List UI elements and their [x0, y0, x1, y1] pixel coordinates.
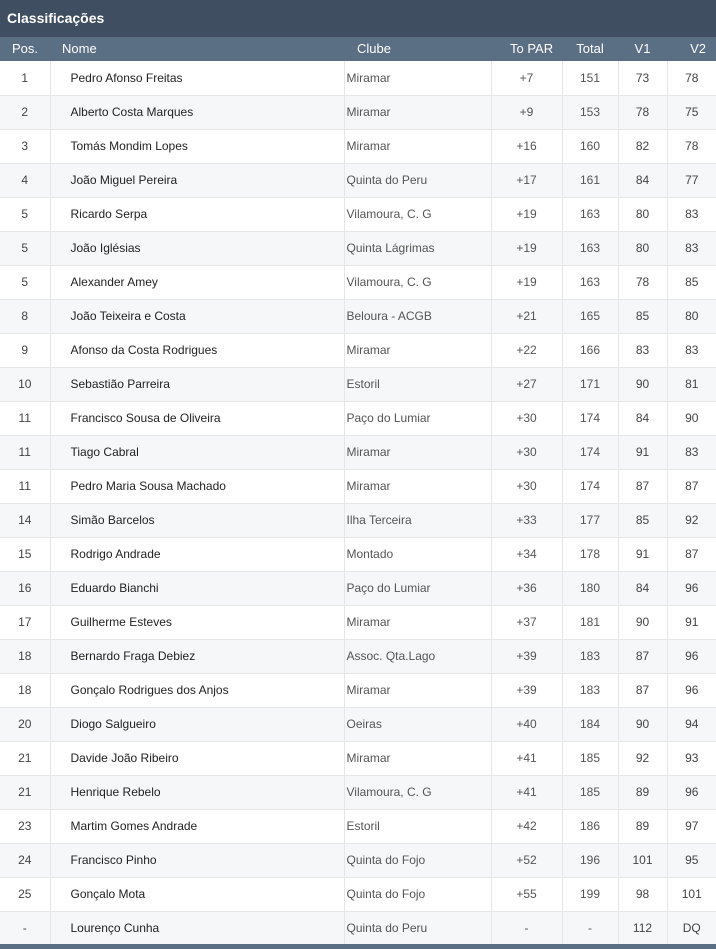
- table-row[interactable]: [0, 61, 716, 95]
- cell-round-1: 90: [618, 605, 667, 639]
- table-row[interactable]: [0, 435, 716, 469]
- table-row[interactable]: [0, 571, 716, 605]
- cell-club: Vilamoura, C. G: [344, 197, 491, 231]
- cell-player-name: Guilherme Esteves: [50, 605, 344, 639]
- cell-total: 199: [562, 877, 618, 911]
- cell-total: 161: [562, 163, 618, 197]
- cell-to-par: +34: [491, 537, 562, 571]
- cell-total: 178: [562, 537, 618, 571]
- cell-round-2: 96: [667, 639, 716, 673]
- column-header-pos[interactable]: Pos.: [11, 41, 38, 56]
- cell-total: 174: [562, 435, 618, 469]
- cell-total: 185: [562, 741, 618, 775]
- column-header-total[interactable]: Total: [576, 41, 604, 56]
- cell-club: Vilamoura, C. G: [344, 265, 491, 299]
- cell-position: 5: [0, 197, 50, 231]
- cell-position: 24: [0, 843, 50, 877]
- cell-player-name: Pedro Afonso Freitas: [50, 61, 344, 95]
- cell-club: Quinta Lágrimas: [344, 231, 491, 265]
- cell-to-par: +37: [491, 605, 562, 639]
- cell-club: Vilamoura, C. G: [344, 775, 491, 809]
- cell-round-1: 89: [618, 775, 667, 809]
- cell-round-2: 97: [667, 809, 716, 843]
- cell-position: 11: [0, 401, 50, 435]
- cell-position: 25: [0, 877, 50, 911]
- cell-player-name: Diogo Salgueiro: [50, 707, 344, 741]
- cell-round-2: 96: [667, 775, 716, 809]
- cell-round-2: 101: [667, 877, 716, 911]
- cell-to-par: +55: [491, 877, 562, 911]
- cell-to-par: +30: [491, 401, 562, 435]
- cell-player-name: Rodrigo Andrade: [50, 537, 344, 571]
- cell-round-1: 87: [618, 639, 667, 673]
- cell-total: 185: [562, 775, 618, 809]
- cell-to-par: +41: [491, 775, 562, 809]
- cell-round-2: DQ: [667, 911, 716, 945]
- cell-club: Quinta do Fojo: [344, 877, 491, 911]
- cell-club: Assoc. Qta.Lago: [344, 639, 491, 673]
- cell-player-name: Simão Barcelos: [50, 503, 344, 537]
- cell-round-2: 92: [667, 503, 716, 537]
- table-row[interactable]: [0, 877, 716, 911]
- table-row[interactable]: [0, 639, 716, 673]
- cell-round-1: 90: [618, 707, 667, 741]
- cell-round-1: 91: [618, 537, 667, 571]
- cell-club: Paço do Lumiar: [344, 571, 491, 605]
- cell-player-name: Pedro Maria Sousa Machado: [50, 469, 344, 503]
- cell-position: 4: [0, 163, 50, 197]
- cell-round-1: 98: [618, 877, 667, 911]
- cell-position: 18: [0, 639, 50, 673]
- cell-player-name: Tiago Cabral: [50, 435, 344, 469]
- cell-round-1: 83: [618, 333, 667, 367]
- cell-position: 5: [0, 265, 50, 299]
- cell-total: 163: [562, 197, 618, 231]
- cell-player-name: Henrique Rebelo: [50, 775, 344, 809]
- cell-player-name: Davide João Ribeiro: [50, 741, 344, 775]
- cell-round-2: 95: [667, 843, 716, 877]
- cell-player-name: Tomás Mondim Lopes: [50, 129, 344, 163]
- cell-club: Miramar: [344, 673, 491, 707]
- cell-to-par: +21: [491, 299, 562, 333]
- cell-round-2: 83: [667, 231, 716, 265]
- cell-to-par: +41: [491, 741, 562, 775]
- table-row[interactable]: [0, 95, 716, 129]
- cell-round-1: 89: [618, 809, 667, 843]
- table-row[interactable]: [0, 299, 716, 333]
- cell-to-par: -: [491, 911, 562, 945]
- cell-round-2: 96: [667, 571, 716, 605]
- cell-position: 18: [0, 673, 50, 707]
- cell-club: Miramar: [344, 129, 491, 163]
- cell-position: 11: [0, 469, 50, 503]
- cell-to-par: +22: [491, 333, 562, 367]
- cell-total: 174: [562, 469, 618, 503]
- cell-position: 16: [0, 571, 50, 605]
- cell-player-name: Gonçalo Rodrigues dos Anjos: [50, 673, 344, 707]
- table-header-row: [0, 37, 716, 61]
- cell-total: 165: [562, 299, 618, 333]
- cell-player-name: Alexander Amey: [50, 265, 344, 299]
- cell-round-1: 87: [618, 469, 667, 503]
- cell-to-par: +7: [491, 61, 562, 95]
- cell-total: 184: [562, 707, 618, 741]
- table-row[interactable]: [0, 265, 716, 299]
- cell-player-name: Gonçalo Mota: [50, 877, 344, 911]
- table-row[interactable]: [0, 741, 716, 775]
- cell-player-name: João Iglésias: [50, 231, 344, 265]
- cell-position: 17: [0, 605, 50, 639]
- cell-club: Estoril: [344, 809, 491, 843]
- cell-club: Miramar: [344, 61, 491, 95]
- cell-round-2: 94: [667, 707, 716, 741]
- cell-to-par: +36: [491, 571, 562, 605]
- table-row[interactable]: [0, 911, 716, 945]
- cell-round-2: 85: [667, 265, 716, 299]
- cell-to-par: +19: [491, 197, 562, 231]
- cell-position: 5: [0, 231, 50, 265]
- cell-round-1: 82: [618, 129, 667, 163]
- cell-club: Montado: [344, 537, 491, 571]
- cell-position: 23: [0, 809, 50, 843]
- table-row[interactable]: [0, 537, 716, 571]
- cell-total: 186: [562, 809, 618, 843]
- cell-player-name: Sebastião Parreira: [50, 367, 344, 401]
- cell-player-name: Lourenço Cunha: [50, 911, 344, 945]
- cell-round-2: 75: [667, 95, 716, 129]
- column-header-v1[interactable]: V1: [634, 41, 651, 56]
- leaderboard-table: [0, 37, 716, 946]
- column-header-v2[interactable]: V2: [690, 41, 706, 56]
- cell-club: Quinta do Peru: [344, 911, 491, 945]
- cell-club: Paço do Lumiar: [344, 401, 491, 435]
- cell-player-name: João Miguel Pereira: [50, 163, 344, 197]
- cell-round-1: 78: [618, 95, 667, 129]
- cell-round-1: 85: [618, 503, 667, 537]
- cell-round-2: 87: [667, 537, 716, 571]
- cell-player-name: Alberto Costa Marques: [50, 95, 344, 129]
- cell-round-1: 90: [618, 367, 667, 401]
- table-row[interactable]: [0, 469, 716, 503]
- cell-round-2: 83: [667, 197, 716, 231]
- cell-position: 2: [0, 95, 50, 129]
- cell-club: Miramar: [344, 435, 491, 469]
- cell-round-1: 91: [618, 435, 667, 469]
- cell-round-2: 83: [667, 435, 716, 469]
- cell-club: Quinta do Fojo: [344, 843, 491, 877]
- cell-position: 3: [0, 129, 50, 163]
- cell-position: 8: [0, 299, 50, 333]
- cell-total: 163: [562, 231, 618, 265]
- cell-round-2: 96: [667, 673, 716, 707]
- cell-player-name: João Teixeira e Costa: [50, 299, 344, 333]
- cell-to-par: +9: [491, 95, 562, 129]
- cell-club: Miramar: [344, 605, 491, 639]
- cell-total: -: [562, 911, 618, 945]
- cell-round-2: 87: [667, 469, 716, 503]
- cell-club: Oeiras: [344, 707, 491, 741]
- cell-position: 21: [0, 741, 50, 775]
- cell-round-1: 85: [618, 299, 667, 333]
- table-row[interactable]: [0, 401, 716, 435]
- cell-total: 160: [562, 129, 618, 163]
- column-header-name[interactable]: Nome: [62, 41, 97, 56]
- cell-to-par: +39: [491, 673, 562, 707]
- table-row[interactable]: [0, 231, 716, 265]
- table-row[interactable]: [0, 673, 716, 707]
- cell-to-par: +39: [491, 639, 562, 673]
- cell-total: 163: [562, 265, 618, 299]
- table-row[interactable]: [0, 197, 716, 231]
- table-row[interactable]: [0, 775, 716, 809]
- cell-club: Miramar: [344, 469, 491, 503]
- cell-to-par: +42: [491, 809, 562, 843]
- cell-round-1: 78: [618, 265, 667, 299]
- cell-to-par: +27: [491, 367, 562, 401]
- cell-round-2: 78: [667, 61, 716, 95]
- cell-player-name: Eduardo Bianchi: [50, 571, 344, 605]
- table-footer-bar: [0, 944, 716, 949]
- cell-position: 20: [0, 707, 50, 741]
- cell-to-par: +33: [491, 503, 562, 537]
- table-row[interactable]: [0, 503, 716, 537]
- cell-round-2: 83: [667, 333, 716, 367]
- table-row[interactable]: [0, 707, 716, 741]
- cell-round-2: 81: [667, 367, 716, 401]
- column-header-club[interactable]: Clube: [357, 41, 391, 56]
- cell-player-name: Francisco Pinho: [50, 843, 344, 877]
- cell-club: Ilha Terceira: [344, 503, 491, 537]
- cell-total: 151: [562, 61, 618, 95]
- table-row[interactable]: [0, 843, 716, 877]
- cell-position: 21: [0, 775, 50, 809]
- table-row[interactable]: [0, 333, 716, 367]
- cell-total: 177: [562, 503, 618, 537]
- table-row[interactable]: [0, 367, 716, 401]
- table-body: [0, 61, 716, 945]
- cell-round-1: 92: [618, 741, 667, 775]
- cell-to-par: +40: [491, 707, 562, 741]
- column-header-to-par[interactable]: To PAR: [510, 41, 554, 56]
- cell-total: 153: [562, 95, 618, 129]
- cell-round-1: 84: [618, 571, 667, 605]
- table-row[interactable]: [0, 129, 716, 163]
- cell-to-par: +19: [491, 231, 562, 265]
- cell-player-name: Ricardo Serpa: [50, 197, 344, 231]
- cell-position: -: [0, 911, 50, 945]
- cell-position: 14: [0, 503, 50, 537]
- cell-position: 11: [0, 435, 50, 469]
- table-row[interactable]: [0, 163, 716, 197]
- cell-round-1: 73: [618, 61, 667, 95]
- cell-round-1: 101: [618, 843, 667, 877]
- cell-total: 180: [562, 571, 618, 605]
- table-row[interactable]: [0, 605, 716, 639]
- cell-player-name: Martim Gomes Andrade: [50, 809, 344, 843]
- cell-round-1: 112: [618, 911, 667, 945]
- cell-total: 171: [562, 367, 618, 401]
- cell-to-par: +30: [491, 435, 562, 469]
- cell-to-par: +30: [491, 469, 562, 503]
- cell-club: Miramar: [344, 95, 491, 129]
- cell-total: 196: [562, 843, 618, 877]
- cell-club: Quinta do Peru: [344, 163, 491, 197]
- cell-club: Beloura - ACGB: [344, 299, 491, 333]
- cell-position: 15: [0, 537, 50, 571]
- cell-total: 183: [562, 639, 618, 673]
- cell-round-1: 80: [618, 231, 667, 265]
- cell-club: Estoril: [344, 367, 491, 401]
- cell-player-name: Afonso da Costa Rodrigues: [50, 333, 344, 367]
- cell-round-2: 78: [667, 129, 716, 163]
- cell-player-name: Bernardo Fraga Debiez: [50, 639, 344, 673]
- cell-round-2: 93: [667, 741, 716, 775]
- cell-to-par: +19: [491, 265, 562, 299]
- cell-round-1: 84: [618, 163, 667, 197]
- cell-round-1: 84: [618, 401, 667, 435]
- cell-round-2: 91: [667, 605, 716, 639]
- cell-total: 174: [562, 401, 618, 435]
- cell-round-1: 87: [618, 673, 667, 707]
- cell-club: Miramar: [344, 741, 491, 775]
- cell-club: Miramar: [344, 333, 491, 367]
- cell-round-1: 80: [618, 197, 667, 231]
- cell-total: 166: [562, 333, 618, 367]
- cell-round-2: 77: [667, 163, 716, 197]
- table-row[interactable]: [0, 809, 716, 843]
- cell-round-2: 80: [667, 299, 716, 333]
- cell-round-2: 90: [667, 401, 716, 435]
- cell-to-par: +16: [491, 129, 562, 163]
- cell-to-par: +17: [491, 163, 562, 197]
- cell-position: 1: [0, 61, 50, 95]
- cell-to-par: +52: [491, 843, 562, 877]
- cell-total: 181: [562, 605, 618, 639]
- panel-title: Classificações: [0, 0, 716, 37]
- cell-total: 183: [562, 673, 618, 707]
- cell-player-name: Francisco Sousa de Oliveira: [50, 401, 344, 435]
- cell-position: 9: [0, 333, 50, 367]
- cell-position: 10: [0, 367, 50, 401]
